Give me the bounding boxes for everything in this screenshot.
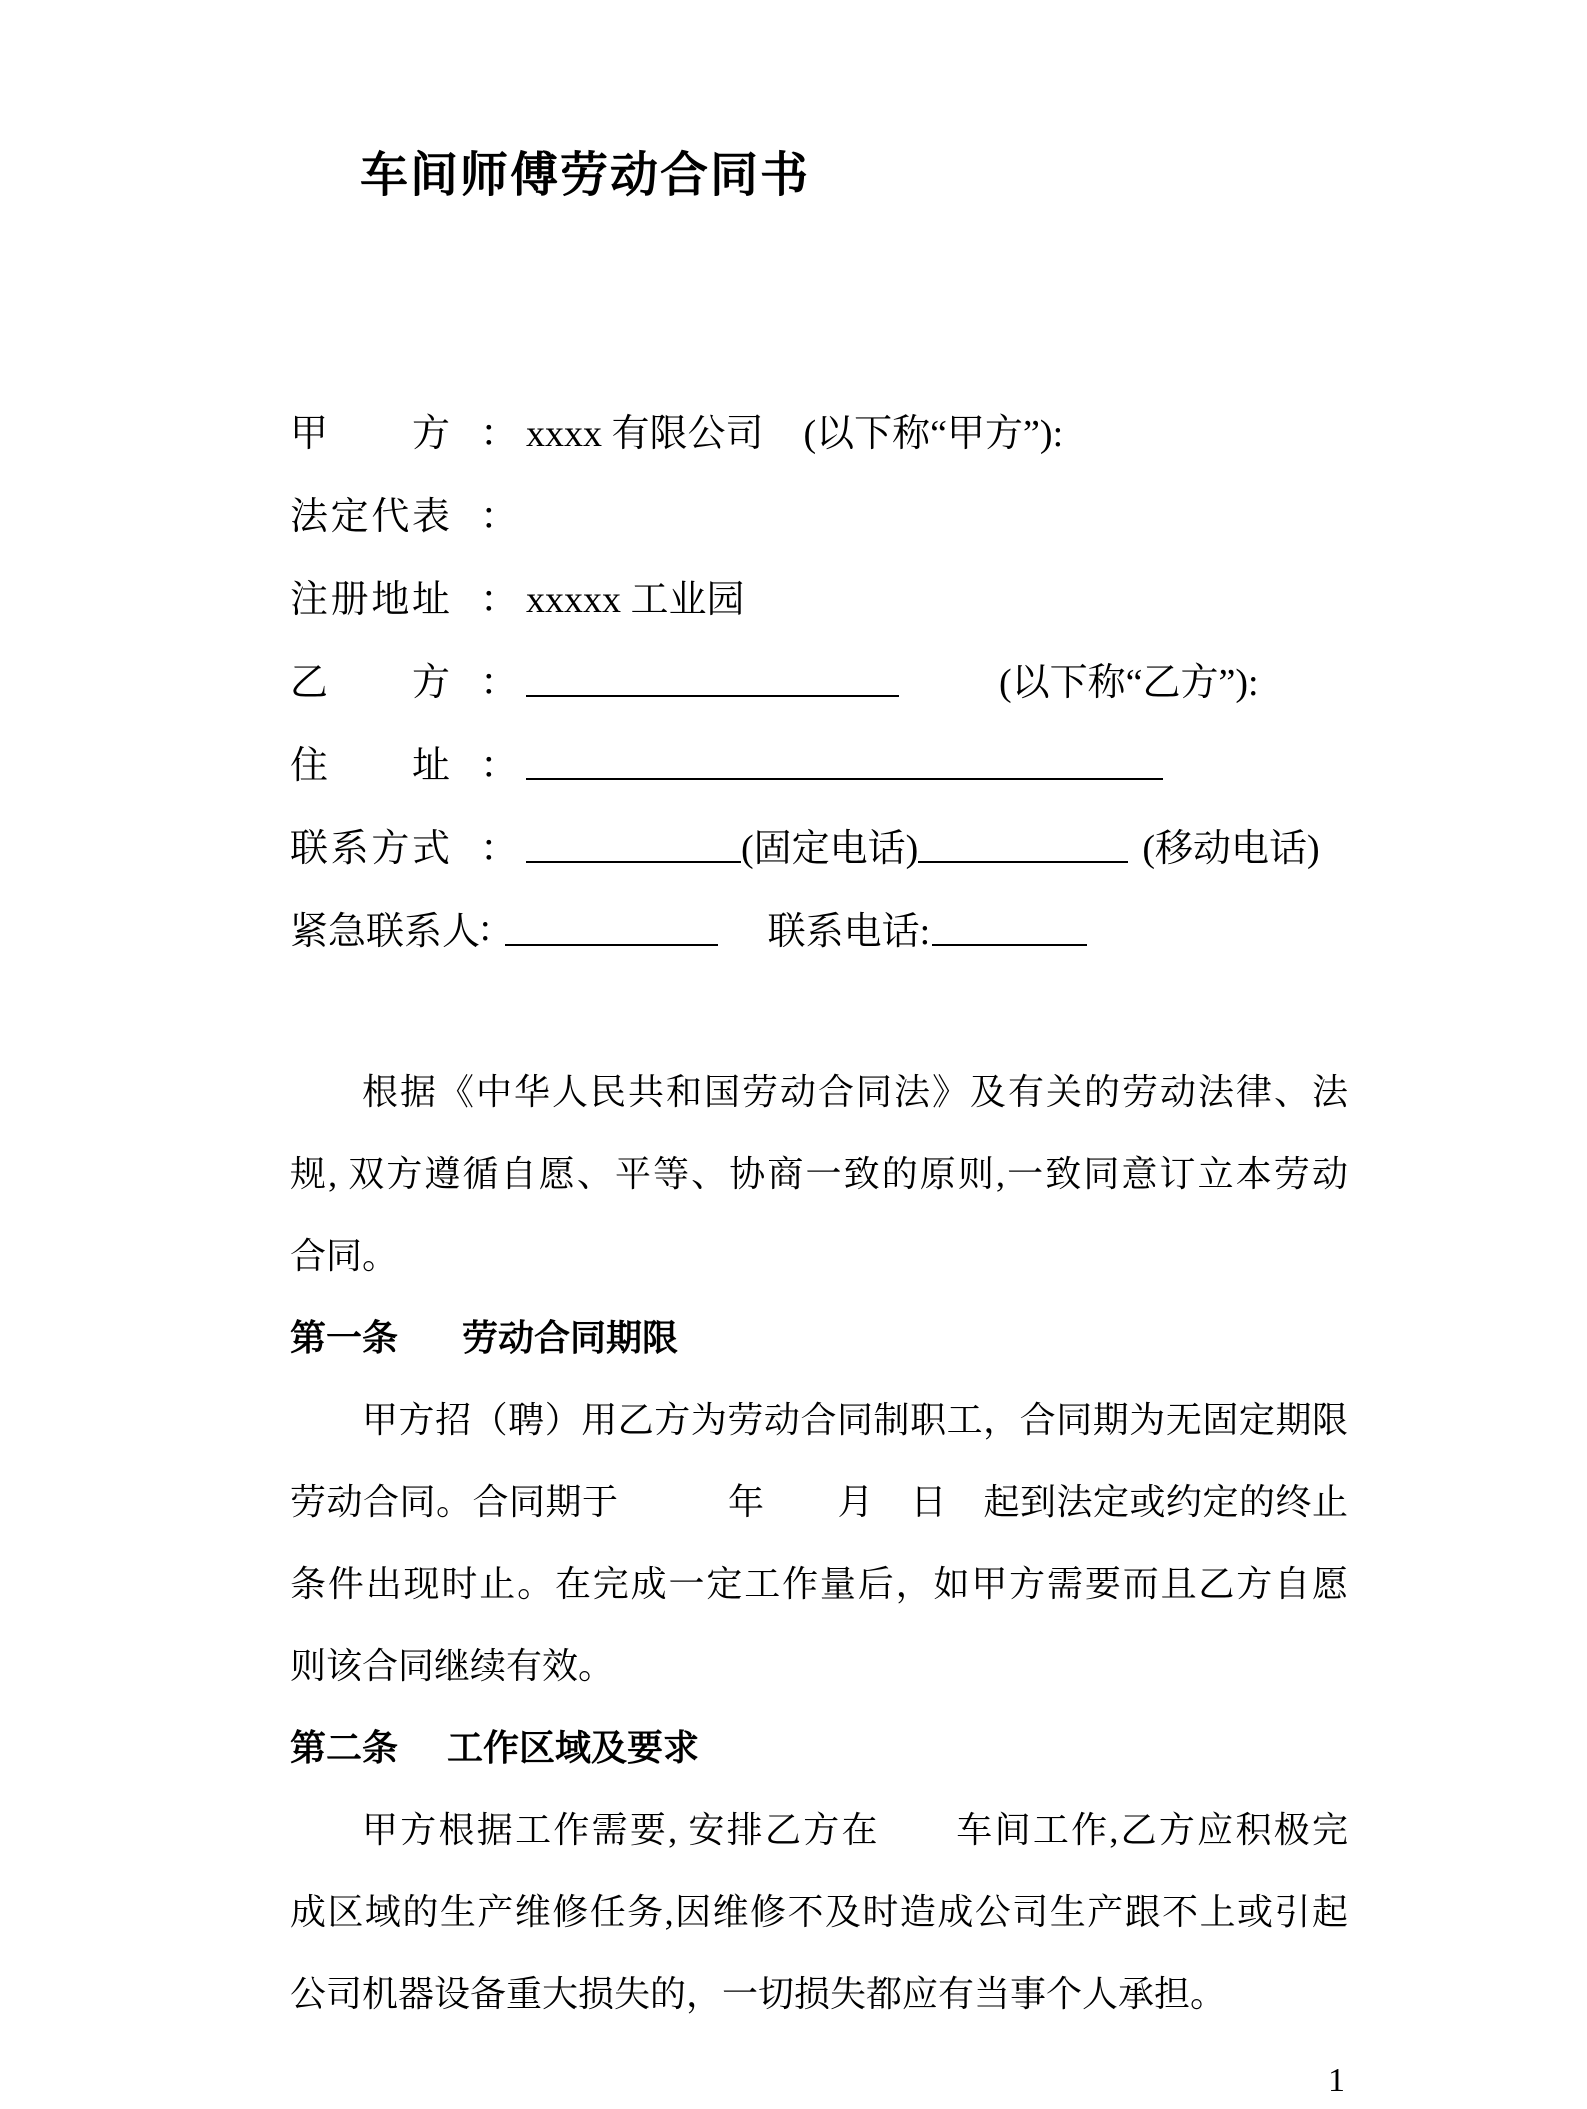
article2-heading (290, 1707, 1348, 1789)
reg-address-line (290, 554, 1390, 637)
article1-line: 则该合同继续有效。 (290, 1646, 615, 1686)
mobile-phone-label: (移动电话) (1142, 828, 1320, 870)
emergency-line (290, 886, 1390, 969)
address-colon: ： (480, 745, 519, 787)
reg-address-label: 注册地址 (290, 579, 450, 621)
address-label: 住址 (290, 745, 450, 787)
preamble-line: 根据《中华人民共和国劳动合同法》及有关的劳动法律、法 (362, 1072, 1348, 1112)
contact-label: 联系方式 (290, 828, 450, 870)
article2-line: 成区域的生产维修任务,因维修不及时造成公司生产跟不上或引起 (290, 1892, 1348, 1932)
article2-line: 公司机器设备重大损失的，一切损失都应有当事个人承担。 (290, 1974, 1227, 2014)
article1-title: 劳动合同期限 (462, 1318, 679, 1358)
party-info-block (290, 388, 1390, 969)
contact-line (290, 803, 1390, 886)
article1-number: 第一条 (290, 1318, 399, 1358)
emergency-colon: : (480, 906, 491, 949)
page-number: 1 (1328, 2062, 1345, 2099)
article2-title: 工作区域及要求 (447, 1728, 700, 1768)
article1-line: 条件出现时止。在完成一定工作量后，如甲方需要而且乙方自愿 (290, 1564, 1348, 1604)
party-a-value: xxxx 有限公司 (526, 413, 764, 455)
emergency-label: 紧急联系人 (290, 911, 481, 953)
article1-heading (290, 1297, 1348, 1379)
party-b-colon: ： (480, 662, 519, 704)
party-b-label: 乙方 (290, 662, 450, 704)
article1-line: 甲方招（聘）用乙方为劳动合同制职工，合同期为无固定期限 (362, 1400, 1348, 1440)
fixed-phone-label: (固定电话) (741, 828, 919, 870)
legal-rep-line (290, 471, 1390, 554)
reg-address-colon: ： (480, 579, 519, 621)
party-a-suffix: (以下称“甲方”): (803, 413, 1064, 455)
document-title: 车间师傅劳动合同书 (359, 149, 810, 202)
article1-line: 劳动合同。合同期于 年 月 日 起到法定或约定的终止 (290, 1482, 1348, 1522)
emergency-phone-blank (932, 910, 1087, 946)
legal-rep-label: 法定代表 (290, 496, 450, 538)
party-a-colon: ： (480, 413, 519, 455)
party-b-line (290, 637, 1390, 720)
emergency-phone-label: 联系电话: (767, 911, 931, 953)
address-line (290, 720, 1390, 803)
contact-colon: ： (480, 828, 519, 870)
party-a-line (290, 388, 1390, 471)
fixed-phone-blank (526, 827, 741, 863)
mobile-phone-blank (918, 827, 1128, 863)
contract-body (290, 1051, 1348, 2035)
party-a-label: 甲方 (290, 413, 450, 455)
preamble-line: 合同。 (290, 1236, 399, 1276)
emergency-name-blank (505, 910, 718, 946)
article2-number: 第二条 (290, 1728, 399, 1768)
preamble-line: 规, 双方遵循自愿、平等、协商一致的原则,一致同意订立本劳动 (290, 1154, 1348, 1194)
party-b-name-blank (526, 661, 899, 697)
article2-line: 甲方根据工作需要, 安排乙方在 车间工作,乙方应积极完 (362, 1810, 1348, 1850)
party-b-suffix: (以下称“乙方”): (999, 662, 1259, 704)
reg-address-value: xxxxx 工业园 (526, 579, 745, 621)
legal-rep-colon: ： (480, 496, 519, 538)
address-blank (526, 744, 1163, 780)
